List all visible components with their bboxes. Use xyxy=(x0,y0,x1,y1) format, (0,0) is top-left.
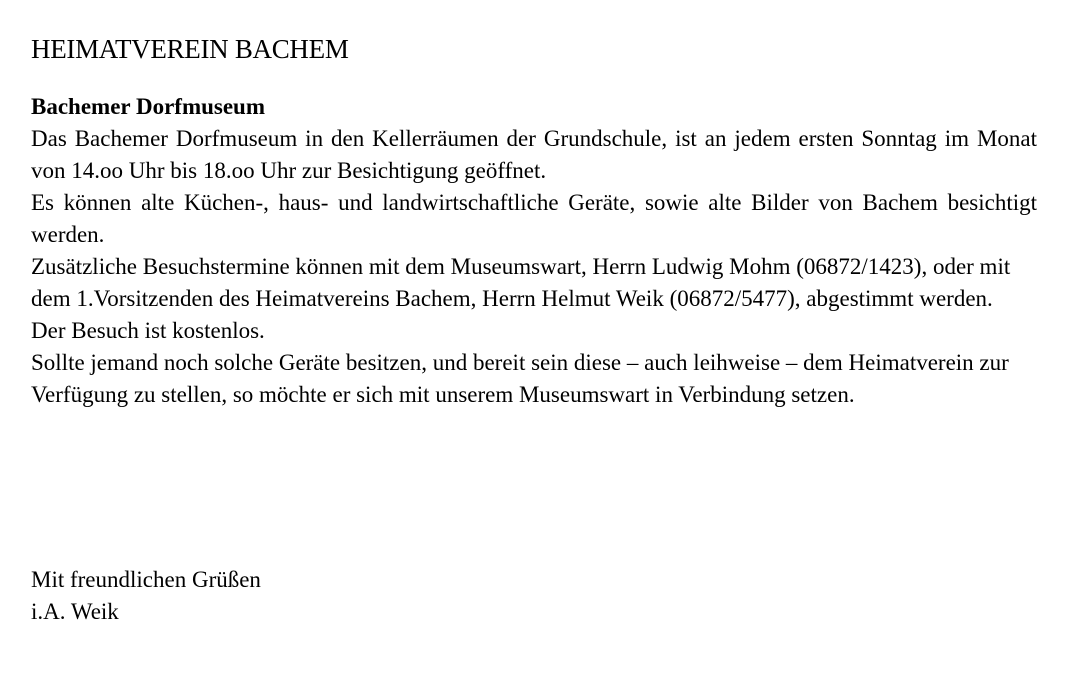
paragraph-exhibits: Es können alte Küchen-, haus- und landwirtschaftliche Geräte, sowie alte Bilder von Bachem besichtigt werden. xyxy=(31,190,1037,247)
paragraph-admission: Der Besuch ist kostenlos. xyxy=(31,318,265,343)
paragraph-donations: Sollte jemand noch solche Geräte besitzen, und bereit sein diese – auch leihweise – dem Heimatverein zur Verfügung zu stellen, so möchte er sich mit unserem Museumswart in Verbindung setzen. xyxy=(31,350,1009,407)
paragraph-opening-hours: Das Bachemer Dorfmuseum in den Kellerräumen der Grundschule, ist an jedem ersten Sonntag im Monat von 14.oo Uhr bis 18.oo Uhr zur Besichtigung geöffnet. xyxy=(31,126,1037,183)
paragraph-appointments: Zusätzliche Besuchstermine können mit dem Museumswart, Herrn Ludwig Mohm (06872/1423), oder mit dem 1.Vorsitzenden des Heimatvereins Bachem, Herrn Helmut Weik (06872/5477), abgestimmt werden. xyxy=(31,254,1011,311)
closing-block xyxy=(31,564,261,628)
document-body xyxy=(31,32,1037,411)
closing-signature: i.A. Weik xyxy=(31,599,119,624)
closing-greeting: Mit freundlichen Grüßen xyxy=(31,567,261,592)
section-title: Bachemer Dorfmuseum xyxy=(31,94,265,119)
document-heading: HEIMATVEREIN BACHEM xyxy=(31,34,349,64)
